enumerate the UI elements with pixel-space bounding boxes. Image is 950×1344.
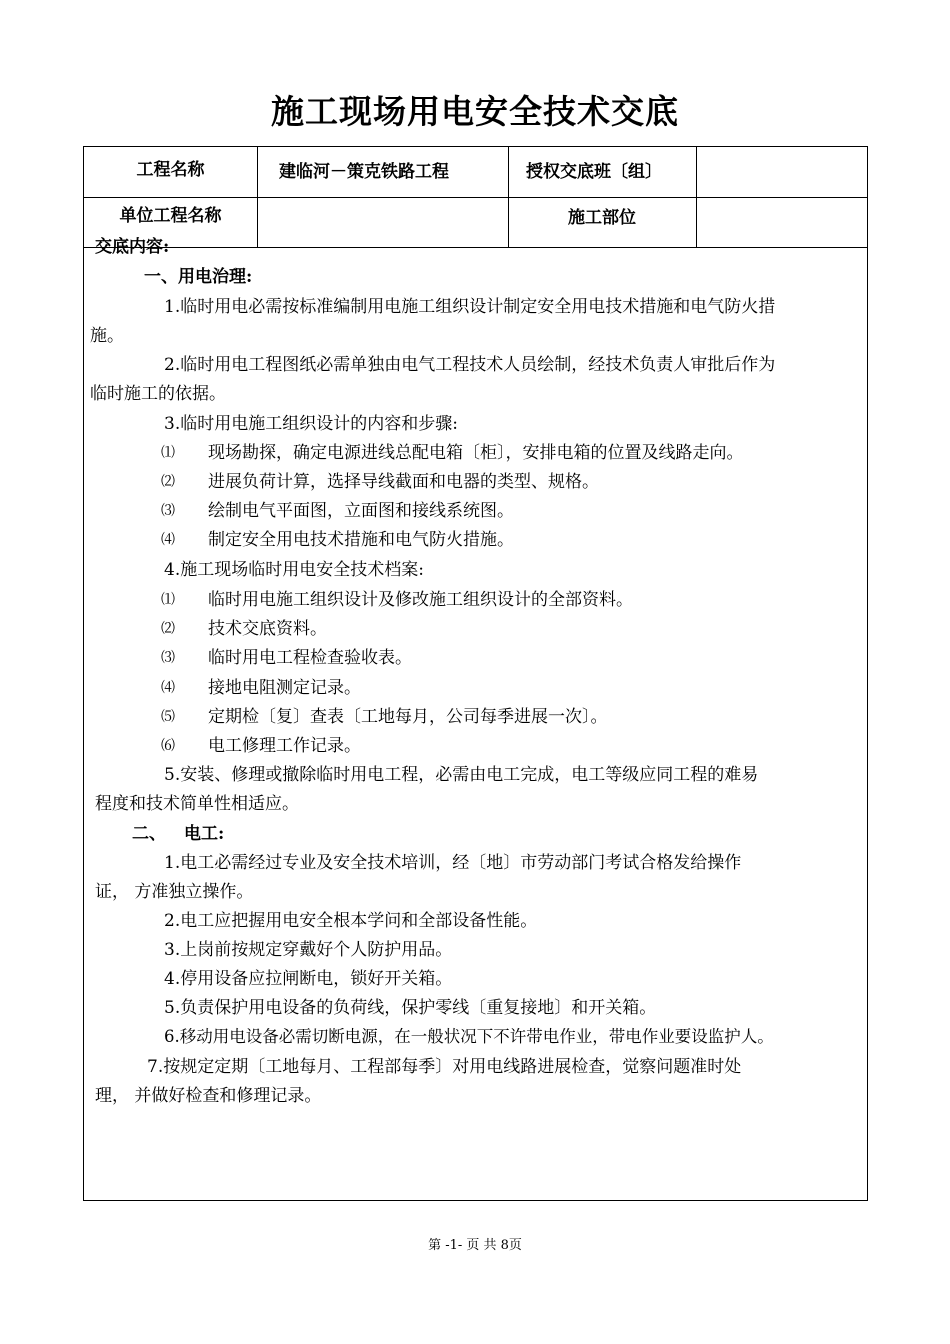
s1-item3-sub1: 现场勘探，确定电源进线总配电箱〔柜〕，安排电箱的位置及线路走向。 bbox=[208, 443, 744, 463]
column-divider bbox=[508, 147, 509, 247]
s2-item7-line2: 理， 并做好检查和修理记录。 bbox=[95, 1086, 322, 1106]
row-divider bbox=[84, 247, 867, 248]
row-divider bbox=[84, 197, 867, 198]
s1-item4-sub5-num: ⑸ bbox=[161, 709, 175, 725]
s1-item3-sub2-num: ⑵ bbox=[161, 474, 175, 490]
s1-item4-sub6: 电工修理工作记录。 bbox=[208, 736, 361, 756]
unit-name-label: 单位工程名称 bbox=[119, 206, 222, 226]
s1-item4-sub5: 定期检〔复〕查表〔工地每月，公司每季进展一次〕。 bbox=[208, 707, 608, 727]
project-name-label: 工程名称 bbox=[136, 160, 205, 180]
s1-item4-sub4: 接地电阻测定记录。 bbox=[208, 678, 361, 698]
s1-item4-sub1-num: ⑴ bbox=[161, 592, 175, 608]
project-name-value: 建临河－策克铁路工程 bbox=[279, 162, 449, 182]
s1-item3-sub4-num: ⑷ bbox=[161, 532, 175, 548]
s1-item4-sub4-num: ⑷ bbox=[161, 680, 175, 696]
section2-heading-num: 二、 bbox=[132, 824, 166, 844]
s1-item1-line1: 1.临时用电必需按标准编制用电施工组织设计制定安全用电技术措施和电气防火措 bbox=[164, 297, 776, 317]
s2-item1-line1: 1.电工必需经过专业及安全技术培训，经〔地〕市劳动部门考试合格发给操作 bbox=[164, 853, 742, 873]
s1-item2-line1: 2.临时用电工程图纸必需单独由电气工程技术人员绘制，经技术负责人审批后作为 bbox=[164, 355, 776, 375]
section1-heading: 一、用电治理: bbox=[144, 267, 253, 287]
s1-item3-sub2: 进展负荷计算，选择导线截面和电器的类型、规格。 bbox=[208, 472, 599, 492]
s2-item2: 2.电工应把握用电安全根本学问和全部设备性能。 bbox=[164, 911, 538, 931]
column-divider bbox=[696, 147, 697, 247]
content-label: 交底内容: bbox=[95, 237, 170, 257]
s1-item3: 3.临时用电施工组织设计的内容和步骤: bbox=[164, 414, 458, 434]
location-label: 施工部位 bbox=[568, 208, 636, 228]
column-divider bbox=[257, 147, 258, 247]
s1-item5-line2: 程度和技术简单性相适应。 bbox=[95, 794, 299, 814]
s2-item6: 6.移动用电设备必需切断电源，在一般状况下不许带电作业，带电作业要设监护人。 bbox=[164, 1027, 774, 1046]
s1-item4-sub3: 临时用电工程检查验收表。 bbox=[208, 648, 412, 668]
s2-item1-line2: 证， 方准独立操作。 bbox=[95, 882, 254, 902]
document-title: 施工现场用电安全技术交底 bbox=[271, 92, 679, 131]
s1-item3-sub3-num: ⑶ bbox=[161, 503, 175, 519]
s1-item4-sub2: 技术交底资料。 bbox=[208, 619, 327, 639]
team-label: 授权交底班〔组〕 bbox=[526, 162, 662, 182]
s1-item1-line2: 施。 bbox=[90, 326, 124, 346]
s1-item4-sub2-num: ⑵ bbox=[161, 621, 175, 637]
s1-item3-sub3: 绘制电气平面图，立面图和接线系统图。 bbox=[208, 501, 514, 521]
s2-item4: 4.停用设备应拉闸断电，锁好开关箱。 bbox=[164, 969, 453, 989]
s2-item7-line1: 7.按规定定期〔工地每月、工程部每季〕对用电线路进展检查，觉察问题准时处 bbox=[147, 1057, 742, 1077]
s1-item4-sub1: 临时用电施工组织设计及修改施工组织设计的全部资料。 bbox=[208, 590, 633, 610]
s1-item4-sub3-num: ⑶ bbox=[161, 650, 175, 666]
s1-item4-sub6-num: ⑹ bbox=[161, 738, 175, 754]
s1-item4: 4.施工现场临时用电安全技术档案: bbox=[164, 560, 424, 580]
s1-item2-line2: 临时施工的依据。 bbox=[90, 384, 226, 404]
s2-item3: 3.上岗前按规定穿戴好个人防护用品。 bbox=[164, 940, 453, 960]
page-footer: 第 -1- 页 共 8页 bbox=[428, 1238, 522, 1253]
s1-item5-line1: 5.安装、修理或撤除临时用电工程，必需由电工完成，电工等级应同工程的难易 bbox=[164, 765, 759, 785]
s1-item3-sub4: 制定安全用电技术措施和电气防火措施。 bbox=[208, 530, 514, 550]
s1-item3-sub1-num: ⑴ bbox=[161, 445, 175, 461]
briefing-table bbox=[83, 146, 868, 1201]
s2-item5: 5.负责保护用电设备的负荷线，保护零线〔重复接地〕和开关箱。 bbox=[164, 998, 657, 1018]
section2-heading: 电工: bbox=[184, 824, 225, 844]
